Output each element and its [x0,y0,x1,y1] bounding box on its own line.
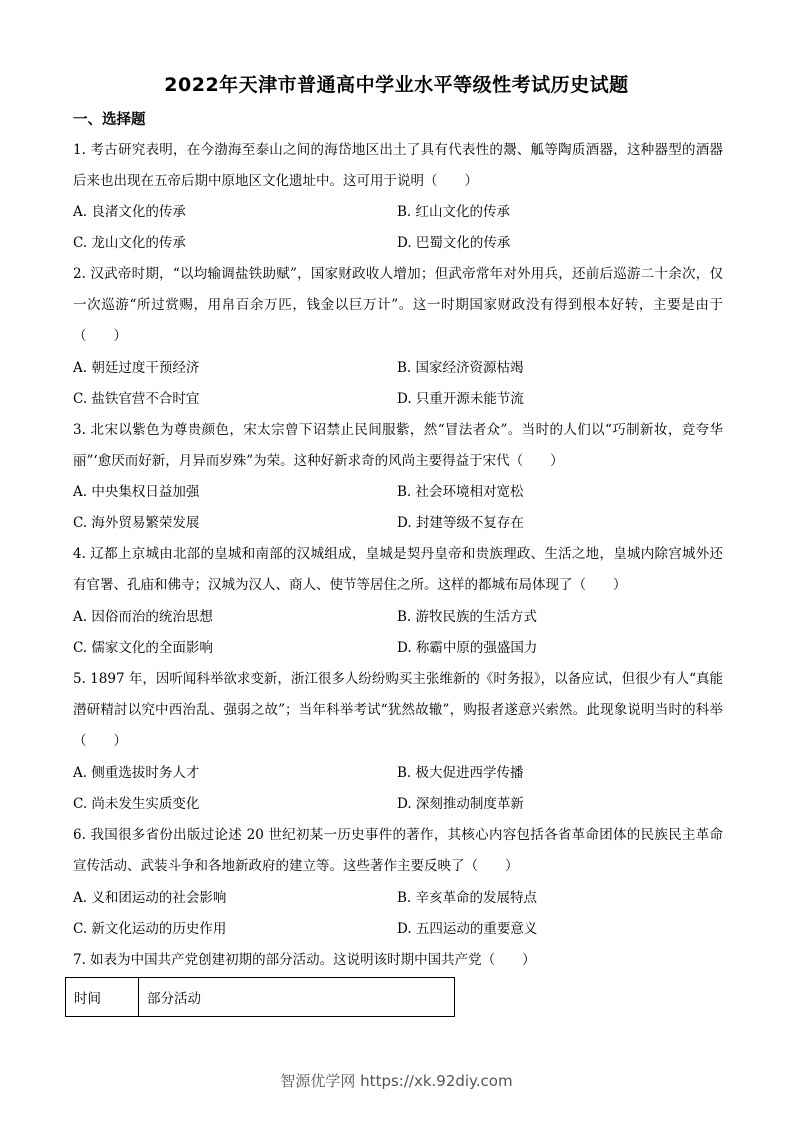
question-1-stem: 1. 考古研究表明，在今渤海至泰山之间的海岱地区出土了具有代表性的鬶、觚等陶质酒器，这种器型的酒器后来也出现在五帝后期中原地区文化遗址中。这可用于说明（ ） [73,142,723,189]
question-3-option-a[interactable]: A. 中央集权日益加强 [73,484,200,500]
exam-title: 2022年天津市普通高中学业水平等级性考试历史试题 [164,74,629,96]
table-header-row [66,978,455,1017]
question-1-option-b[interactable]: B. 红山文化的传承 [397,204,511,220]
question-6-option-c[interactable]: C. 新文化运动的历史作用 [73,921,227,937]
question-2-stem: 2. 汉武帝时期，“以均输调盐铁助赋”，国家财政收人增加；但武帝常年对外用兵，还前后巡游二十余次，仅一次巡游“所过赏赐，用帛百余万匹，钱金以巨万计”。这一时期国家财政没有得到根本好转，主要是由于（ ） [73,266,723,344]
question-6-option-a[interactable]: A. 义和团运动的社会影响 [73,890,227,906]
question-1-option-c[interactable]: C. 龙山文化的传承 [73,235,186,251]
question-2-option-b[interactable]: B. 国家经济资源枯竭 [397,360,524,376]
question-5-option-a[interactable]: A. 侧重选拔时务人才 [73,765,200,781]
question-2-option-c[interactable]: C. 盐铁官营不合时宜 [73,391,200,407]
question-3-stem: 3. 北宋以紫色为尊贵颜色，宋太宗曾下诏禁止民间服紫，然“冒法者众”。当时的人们以“巧制新妆，竞夸华丽”‘愈厌而好新，月异而岁殊”为荣。这种好新求奇的风尚主要得益于宋代（ ） [73,422,723,469]
question-3-option-b[interactable]: B. 社会环境相对宽松 [397,484,524,500]
section-heading: 一、选择题 [73,112,146,128]
question-2-option-d[interactable]: D. 只重开源未能节流 [397,391,524,407]
table-header-activity: 部分活动 [139,978,455,1017]
question-5-stem: 5. 1897 年，因听闻科举欲求变新，浙江很多人纷纷购买主张维新的《时务报》，以备应试，但很少有人“真能潜研精討以究中西治乱、强弱之故”；当年科举考试“犹然故辙”，购报者遂意兴索然。此现象说明当时的科举（ ） [73,671,723,749]
question-5-option-d[interactable]: D. 深刻推动制度革新 [397,796,524,812]
question-1-option-a[interactable]: A. 良渚文化的传承 [73,204,186,220]
footer-watermark: 智源优学网 https://xk.92diy.com [280,1072,513,1090]
question-4-option-c[interactable]: C. 儒家文化的全面影响 [73,640,213,656]
question-4-stem: 4. 辽都上京城由北部的皇城和南部的汉城组成，皇城是契丹皇帝和贵族理政、生活之地，皇城内除宫城外还有官署、孔庙和佛寺；汉城为汉人、商人、使节等居住之所。这样的都城布局体现了（ ） [73,546,723,593]
question-1-option-d[interactable]: D. 巴蜀文化的传承 [397,235,511,251]
question-7-stem: 7. 如表为中国共产党创建初期的部分活动。这说明该时期中国共产党（ ） [73,952,536,968]
question-5-option-b[interactable]: B. 极大促进西学传播 [397,765,524,781]
question-6-option-b[interactable]: B. 辛亥革命的发展特点 [397,890,538,906]
question-6-stem: 6. 我国很多省份出版过论述 20 世纪初某一历史事件的著作，其核心内容包括各省革命团体的民族民主革命宣传活动、武装斗争和各地新政府的建立等。这些著作主要反映了（ ） [73,827,723,874]
table-header-time: 时间 [66,978,139,1017]
question-3-option-c[interactable]: C. 海外贸易繁荣发展 [73,515,200,531]
question-7-table [65,977,455,1017]
question-3-option-d[interactable]: D. 封建等级不复存在 [397,515,524,531]
question-6-option-d[interactable]: D. 五四运动的重要意义 [397,921,538,937]
question-4-option-d[interactable]: D. 称霸中原的强盛国力 [397,640,538,656]
question-2-option-a[interactable]: A. 朝廷过度干预经济 [73,360,200,376]
question-4-option-b[interactable]: B. 游牧民族的生活方式 [397,609,538,625]
question-4-option-a[interactable]: A. 因俗而治的统治思想 [73,609,213,625]
question-5-option-c[interactable]: C. 尚未发生实质变化 [73,796,200,812]
